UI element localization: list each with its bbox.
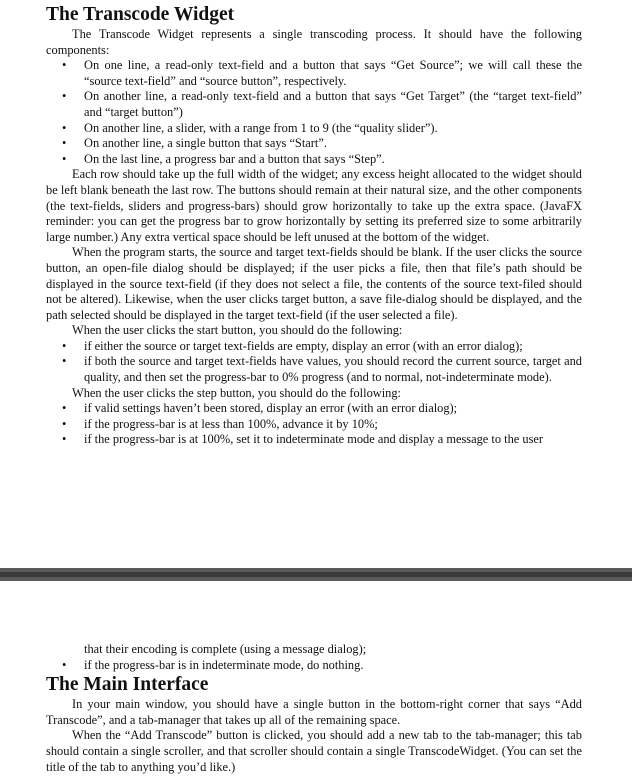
- layout-paragraph: Each row should take up the full width of the widget; any excess height allocated to the widget should be left blank beneath the last row. The buttons should remain at their natural size, and the other components (the text-fields, sliders and progress-bars) should grow horizontally to take up the extra space. (JavaFX reminder: you can get the progress bar to grow horizontally by setting its preferred size to some arbitrarily large number.) Any extra vertical space should be left unused at the bottom of the widget.: [46, 167, 582, 244]
- list-item-continuation: that their encoding is complete (using a message dialog);: [84, 642, 367, 656]
- program-start-paragraph: When the program starts, the source and target text-fields should be blank. If the user clicks the source button, an open-file dialog should be displayed; if the user picks a file, then that file’s path should be displayed in the source text-field (if they does not select a file, the contents of the source text-filed should not be altered). Likewise, when the user clicks target button, a save file-dialog should be displayed, and the path selected should be displayed in the target text-field (if the user selected a file).: [46, 245, 582, 322]
- step-button-intro: When the user clicks the step button, you should do the following:: [72, 385, 401, 400]
- page-1-content: [46, 0, 582, 448]
- list-item: • On another line, a slider, with a range from 1 to 9 (the “quality slider”).: [46, 121, 582, 137]
- intro-paragraph: The Transcode Widget represents a single transcoding process. It should have the following components:: [46, 27, 582, 57]
- components-list: [46, 58, 582, 167]
- list-item: • if the progress-bar is at less than 100%, advance it by 10%;: [46, 417, 582, 433]
- list-item: • if the progress-bar is at 100%, set it to indeterminate mode and display a message to the user: [46, 432, 582, 448]
- list-item: • if the progress-bar is in indeterminate mode, do nothing.: [46, 658, 582, 674]
- document-page-2: [0, 581, 632, 780]
- list-item: • if either the source or target text-fields are empty, display an error (with an error dialog);: [46, 339, 582, 355]
- add-transcode-paragraph: When the “Add Transcode” button is clicked, you should add a new tab to the tab-manager; this tab should contain a single scroller, and that scroller should contain a single TranscodeWidget. (You can set the title of the tab to anything you’d like.): [46, 728, 582, 774]
- step-actions-list: [46, 401, 582, 448]
- list-item: • On the last line, a progress bar and a button that says “Step”.: [46, 152, 582, 168]
- section-heading-transcode-widget: The Transcode Widget: [46, 4, 235, 25]
- section-heading-main-interface: The Main Interface: [46, 674, 209, 696]
- page-separator: [0, 568, 632, 581]
- main-window-paragraph: In your main window, you should have a single button in the bottom-right corner that says “Add Transcode”, and a tab-manager that takes up all of the remaining space.: [46, 697, 582, 727]
- list-item: • if valid settings haven’t been stored, display an error (with an error dialog);: [46, 401, 582, 417]
- start-button-intro: When the user clicks the start button, you should do the following:: [72, 323, 403, 338]
- list-item: • if both the source and target text-fields have values, you should record the current source, target and quality, and then set the progress-bar to 0% progress (and to normal, not-indeterminate mode).: [46, 354, 582, 385]
- page-2-content: [46, 642, 582, 775]
- list-item: • On one line, a read-only text-field and a button that says “Get Source”; we will call these the “source text-field” and “source button”, respectively.: [46, 58, 582, 89]
- list-item: • On another line, a single button that says “Start”.: [46, 136, 582, 152]
- list-item: • On another line, a read-only text-field and a button that says “Get Target” (the “target text-field” and “target button”): [46, 89, 582, 120]
- page-separator-bar: [0, 572, 632, 577]
- step-actions-list-continued: [46, 642, 582, 673]
- start-actions-list: [46, 339, 582, 386]
